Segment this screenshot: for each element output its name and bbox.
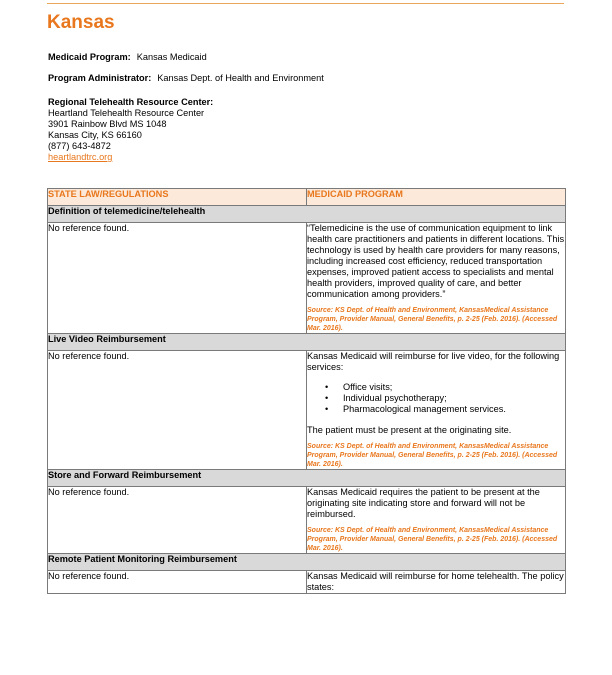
table-header-row [48,189,566,206]
state-law-cell: No reference found. [48,223,307,334]
section-title-store-forward: Store and Forward Reimbursement [48,470,566,487]
top-rule [47,3,564,4]
source-citation: Source: KS Dept. of Health and Environment, KansasMedical Assistance Program, Provider Manual, General Benefits, p. 2-25 (Feb. 2016). (Accessed Mar. 2016). [307,307,558,332]
section-row-store-forward [48,470,566,487]
header-state-law: STATE LAW/REGULATIONS [48,189,307,206]
resource-center-name: Heartland Telehealth Resource Center [48,108,205,118]
remote-monitoring-text: Kansas Medicaid will reimburse for home telehealth. The policy states: [307,571,564,592]
table-row [48,223,566,334]
state-law-cell: No reference found. [48,571,307,594]
resource-center-phone: (877) 643-4872 [48,141,111,151]
state-law-cell: No reference found. [48,351,307,470]
section-row-live-video [48,334,566,351]
live-video-intro: Kansas Medicaid will reimburse for live video, for the following services: [307,351,560,372]
medicaid-program-label: Medicaid Program: [48,52,131,62]
live-video-outro: The patient must be present at the originating site. [307,425,512,435]
medicaid-program-line [48,52,207,63]
medicaid-program-cell [307,487,566,554]
section-row-remote-monitoring [48,554,566,571]
resource-center-label: Regional Telehealth Resource Center: [48,97,214,107]
source-citation: Source: KS Dept. of Health and Environment, KansasMedical Assistance Program, Provider Manual, General Benefits, p. 2-25 (Feb. 2016). (Accessed Mar. 2016). [307,527,558,552]
table-row [48,571,566,594]
medicaid-program-cell [307,571,566,594]
medicaid-program-cell [307,351,566,470]
section-title-definition: Definition of telemedicine/telehealth [48,206,566,223]
table-row [48,487,566,554]
table-row [48,351,566,470]
program-administrator-line [48,73,324,84]
section-title-live-video: Live Video Reimbursement [48,334,566,351]
source-citation: Source: KS Dept. of Health and Environment, KansasMedical Assistance Program, Provider Manual, General Benefits, p. 2-25 (Feb. 2016). (Accessed Mar. 2016). [307,443,558,468]
list-item: • Individual psychotherapy; [343,393,565,404]
list-item: • Pharmacological management services. [343,404,565,415]
policy-table [47,188,566,594]
section-row-definition [48,206,566,223]
definition-text: “Telemedicine is the use of communication equipment to link health care practitioners and patients in different locations. This technology is used by health care providers for many reasons, including increased cost efficiency, reduced transportation expenses, improved patient access to specialists and mental health providers, improved quality of care, and better communication among providers.” [307,223,565,299]
page-title: Kansas [47,12,115,33]
store-forward-text: Kansas Medicaid requires the patient to be present at the originating site indicating store and forward will not be reimbursed. [307,487,540,519]
resource-center-address-line1: 3901 Rainbow Blvd MS 1048 [48,119,167,129]
medicaid-program-cell [307,223,566,334]
list-item: • Office visits; [343,382,565,393]
program-administrator-value: Kansas Dept. of Health and Environment [157,73,324,83]
section-title-remote-monitoring: Remote Patient Monitoring Reimbursement [48,554,566,571]
telehealth-resource-center [48,97,213,163]
header-medicaid-program: MEDICAID PROGRAM [307,189,566,206]
medicaid-program-value: Kansas Medicaid [136,52,207,62]
resource-center-address-line2: Kansas City, KS 66160 [48,130,142,140]
resource-center-website-link[interactable]: heartlandtrc.org [48,152,113,162]
services-list [307,382,565,415]
program-administrator-label: Program Administrator: [48,73,152,83]
state-law-cell: No reference found. [48,487,307,554]
